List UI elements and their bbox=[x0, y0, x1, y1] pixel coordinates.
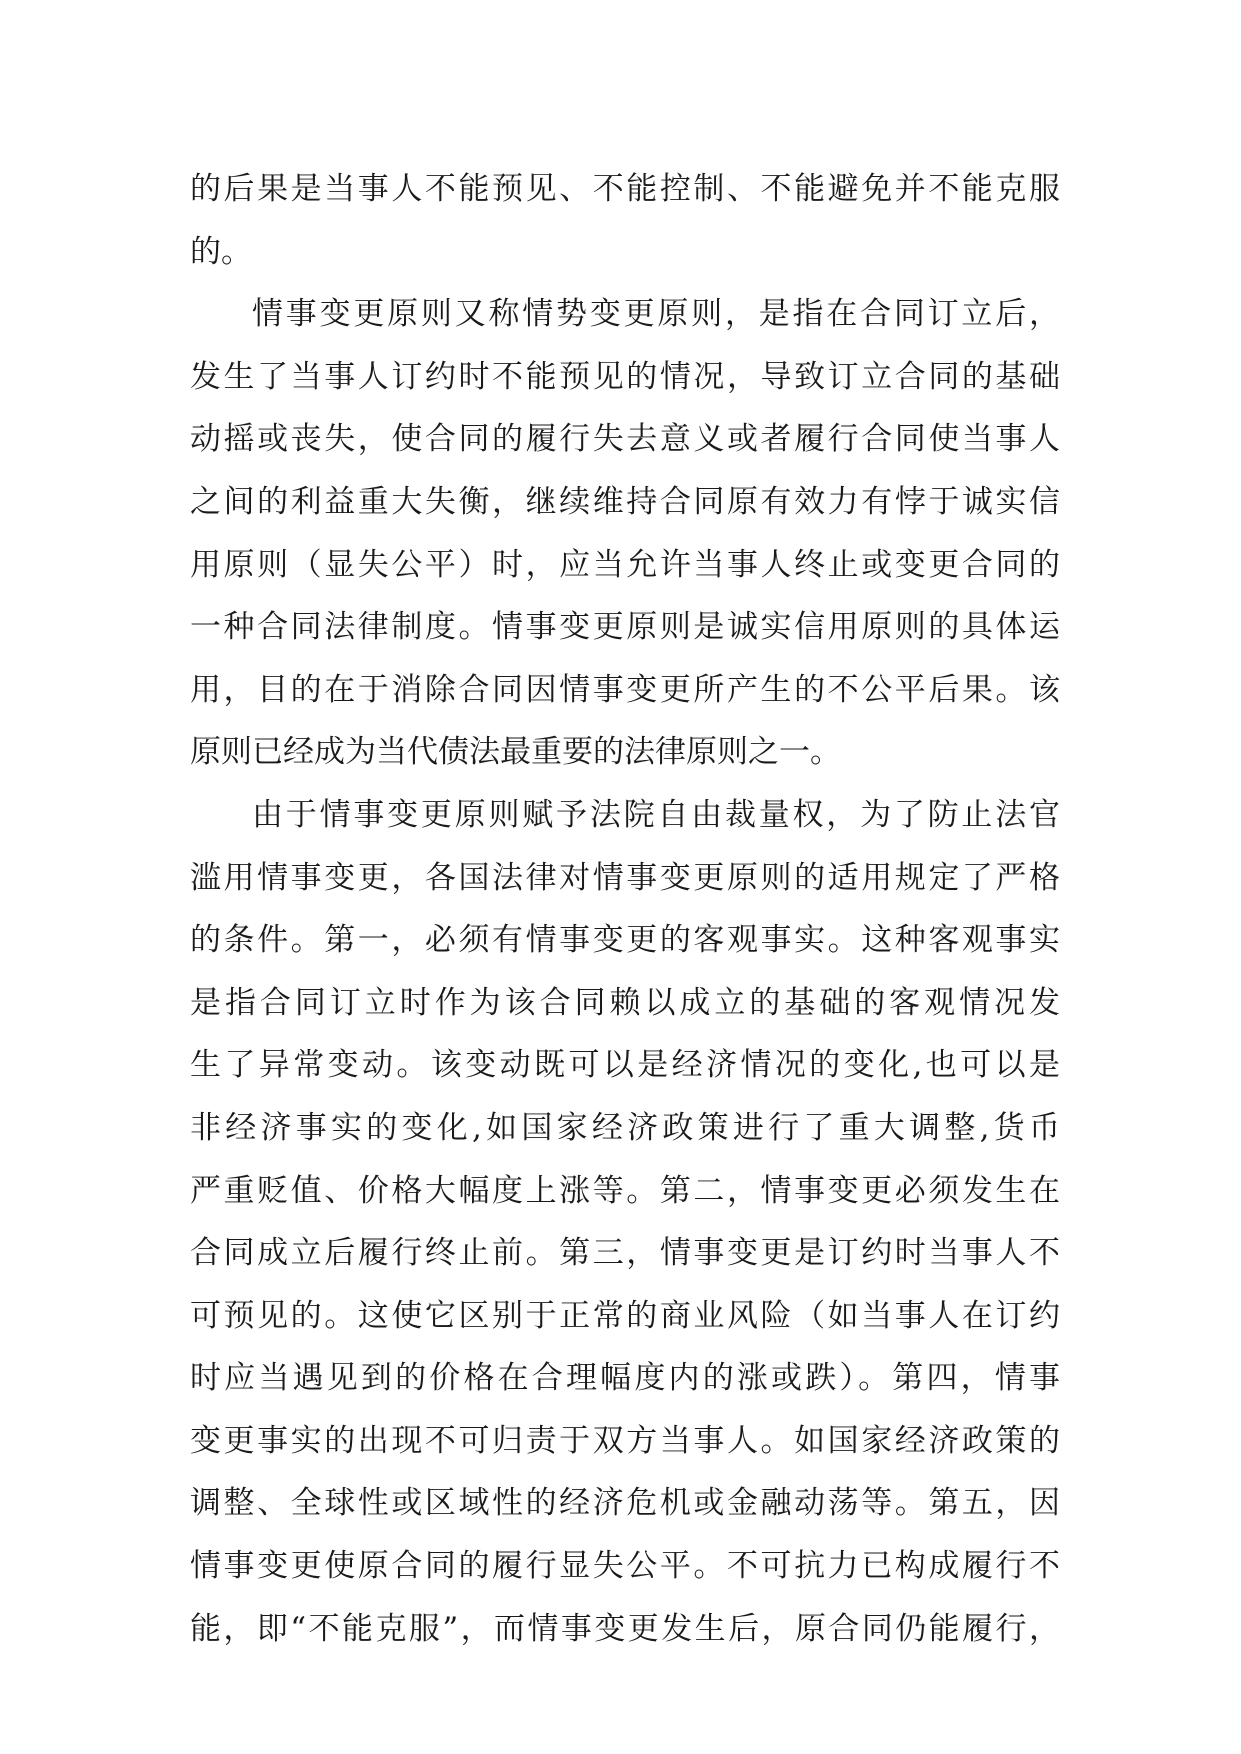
text-line: 之间的利益重大失衡，继续维持合同原有效力有悖于诚实信 bbox=[190, 483, 1060, 520]
text-line: 的条件。第一，必须有情事变更的客观事实。这种客观事实 bbox=[190, 922, 1060, 959]
paragraph-1 bbox=[190, 158, 1060, 283]
text-line: 变更事实的出现不可归责于双方当事人。如国家经济政策的 bbox=[190, 1422, 1060, 1459]
text-line: 可预见的。这使它区别于正常的商业风险（如当事人在订约 bbox=[190, 1297, 1060, 1334]
text-line: 用原则（显失公平）时，应当允许当事人终止或变更合同的 bbox=[190, 546, 1060, 583]
text-line: 情事变更原则又称情势变更原则，是指在合同订立后， bbox=[252, 296, 1060, 333]
text-line: 时应当遇见到的价格在合理幅度内的涨或跌）。第四，情事 bbox=[190, 1360, 1060, 1397]
text-line: 非经济事实的变化,如国家经济政策进行了重大调整,货币 bbox=[190, 1109, 1060, 1146]
text-line: 的后果是当事人不能预见、不能控制、不能避免并不能克服 bbox=[190, 171, 1060, 207]
text-line: 情事变更使原合同的履行显失公平。不可抗力已构成履行不 bbox=[190, 1548, 1060, 1585]
text-line: 的。 bbox=[190, 233, 252, 270]
text-line: 能，即“不能克服”，而情事变更发生后，原合同仍能履行， bbox=[190, 1610, 1060, 1647]
text-line: 严重贬值、价格大幅度上涨等。第二，情事变更必须发生在 bbox=[190, 1172, 1060, 1209]
text-line: 滥用情事变更，各国法律对情事变更原则的适用规定了严格 bbox=[190, 859, 1060, 896]
text-line: 用，目的在于消除合同因情事变更所产生的不公平后果。该 bbox=[190, 671, 1060, 708]
text-line: 由于情事变更原则赋予法院自由裁量权，为了防止法官 bbox=[252, 796, 1060, 833]
paragraph-3 bbox=[190, 784, 1060, 1660]
paragraph-2 bbox=[190, 283, 1060, 784]
text-line: 一种合同法律制度。情事变更原则是诚实信用原则的具体运 bbox=[190, 609, 1060, 646]
text-line: 合同成立后履行终止前。第三，情事变更是订约时当事人不 bbox=[190, 1235, 1060, 1272]
text-line: 动摇或丧失，使合同的履行失去意义或者履行合同使当事人 bbox=[190, 421, 1060, 458]
text-line: 原则已经成为当代债法最重要的法律原则之一。 bbox=[190, 734, 841, 771]
text-line: 调整、全球性或区域性的经济危机或金融动荡等。第五，因 bbox=[190, 1485, 1060, 1522]
text-line: 生了异常变动。该变动既可以是经济情况的变化,也可以是 bbox=[190, 1047, 1060, 1084]
body-text bbox=[190, 158, 1060, 1660]
text-line: 是指合同订立时作为该合同赖以成立的基础的客观情况发 bbox=[190, 984, 1060, 1021]
text-line: 发生了当事人订约时不能预见的情况，导致订立合同的基础 bbox=[190, 358, 1060, 395]
